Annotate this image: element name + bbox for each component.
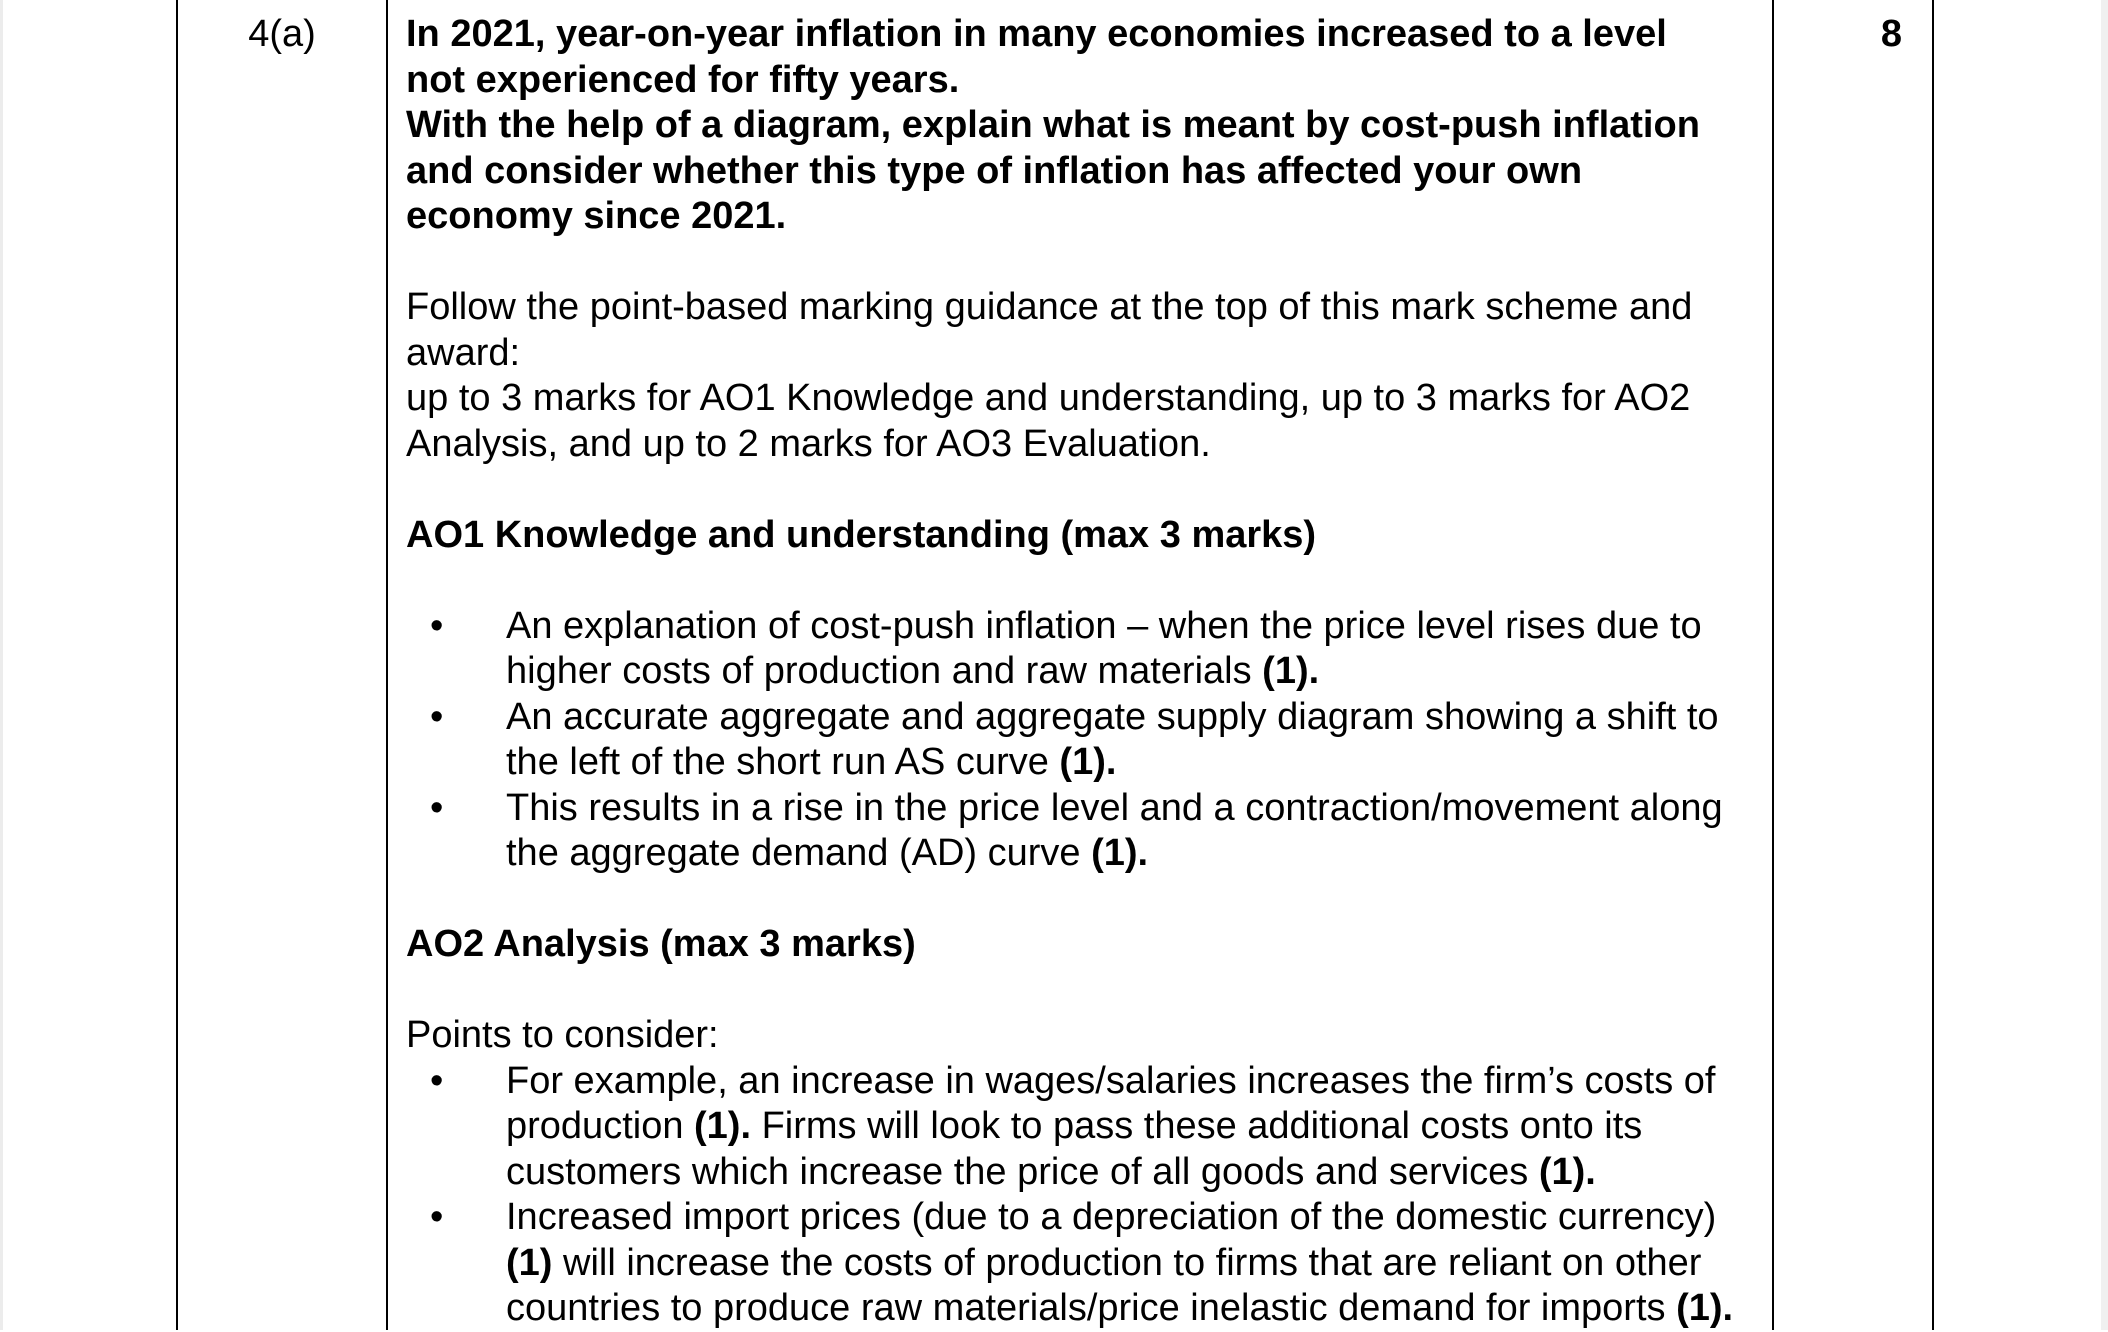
- text-run: economy since 2021.: [406, 195, 787, 237]
- answer-block-para: [406, 285, 1756, 467]
- answer-cell: [388, 0, 1772, 1330]
- text-run: customers which increase the price of all goods and services: [506, 1150, 1539, 1193]
- answer-block-para: [406, 1013, 1756, 1059]
- table-border-marks-left: [1772, 0, 1774, 1330]
- marks-cell: [1774, 0, 1932, 1330]
- text-run: Points to consider:: [406, 1014, 719, 1056]
- bullet-marker-icon: •: [430, 786, 444, 829]
- text-run: With the help of a diagram, explain what is meant by cost-push inflation: [406, 104, 1700, 146]
- text-run: production: [506, 1105, 695, 1147]
- bullet-marker-icon: •: [430, 1059, 444, 1102]
- mark-point: (1).: [694, 1105, 752, 1147]
- mark-point: (1).: [1676, 1287, 1734, 1329]
- text-run: Follow the point-based marking guidance at the top of this mark scheme and: [406, 286, 1693, 328]
- question-number-cell: [178, 0, 386, 1330]
- text-run: In 2021, year-on-year inflation in many economies increased to a level: [406, 13, 1667, 55]
- text-run: the left of the short run AS curve: [506, 741, 1060, 783]
- text-run: not experienced for fifty years.: [406, 58, 960, 101]
- text-run: An accurate aggregate and aggregate supply diagram showing a shift to: [506, 695, 1719, 738]
- text-run: This results in a rise in the price level and a contraction/movement along: [506, 786, 1723, 829]
- answer-block-heading: [406, 513, 1756, 559]
- answer-block-bullets: [406, 604, 1756, 877]
- marks-value: 8: [1880, 13, 1902, 55]
- bullet-marker-icon: •: [430, 695, 444, 738]
- text-run: countries to produce raw materials/price inelastic demand for imports: [506, 1287, 1677, 1329]
- answer-block-bullets: [406, 1059, 1756, 1332]
- text-run: Increased import prices (due to a depreciation of the domestic currency): [506, 1196, 1717, 1238]
- text-run: and consider whether this type of inflation has affected your own: [406, 149, 1583, 192]
- text-run: An explanation of cost-push inflation – when the price level rises due to: [506, 604, 1702, 647]
- table-border-question-left: [176, 0, 178, 1330]
- answer-block-heading: [406, 922, 1756, 968]
- text-run: the aggregate demand (AD) curve: [506, 832, 1092, 874]
- table-border-guidance-left: [1932, 0, 1934, 1330]
- text-run: up to 3 marks for AO1 Knowledge and understanding, up to 3 marks for AO2: [406, 377, 1691, 419]
- table-border-answer-left: [386, 0, 388, 1330]
- bullet-marker-icon: •: [430, 1196, 444, 1238]
- mark-point: (1).: [1059, 741, 1117, 783]
- answer-block-question: [406, 12, 1756, 240]
- bullet-marker-icon: •: [430, 604, 444, 647]
- bullet-item: [406, 695, 1756, 786]
- text-run: Firms will look to pass these additional costs onto its: [751, 1105, 1643, 1147]
- bullet-item: [406, 604, 1756, 695]
- text-run: award:: [406, 331, 521, 374]
- text-run: AO2 Analysis (max 3 marks): [406, 923, 916, 965]
- mark-point: (1).: [1091, 832, 1149, 874]
- mark-point: (1): [506, 1241, 553, 1284]
- text-run: AO1 Knowledge and understanding (max 3 marks): [406, 513, 1317, 556]
- question-number: 4(a): [248, 13, 316, 55]
- text-run: For example, an increase in wages/salaries increases the firm’s costs of: [506, 1059, 1716, 1102]
- guidance-cell: [1934, 0, 2101, 1330]
- bullet-item: [406, 786, 1756, 877]
- text-run: Analysis, and up to 2 marks for AO3 Evaluation.: [406, 422, 1211, 465]
- mark-point: (1).: [1262, 650, 1320, 692]
- mark-point: (1).: [1538, 1150, 1596, 1193]
- bullet-item: [406, 1195, 1756, 1332]
- page-right-edge: [2101, 0, 2108, 1330]
- page-left-edge: [0, 0, 3, 1330]
- bullet-item: [406, 1059, 1756, 1196]
- text-run: will increase the costs of production to firms that are reliant on other: [552, 1241, 1702, 1284]
- text-run: higher costs of production and raw materials: [506, 650, 1263, 692]
